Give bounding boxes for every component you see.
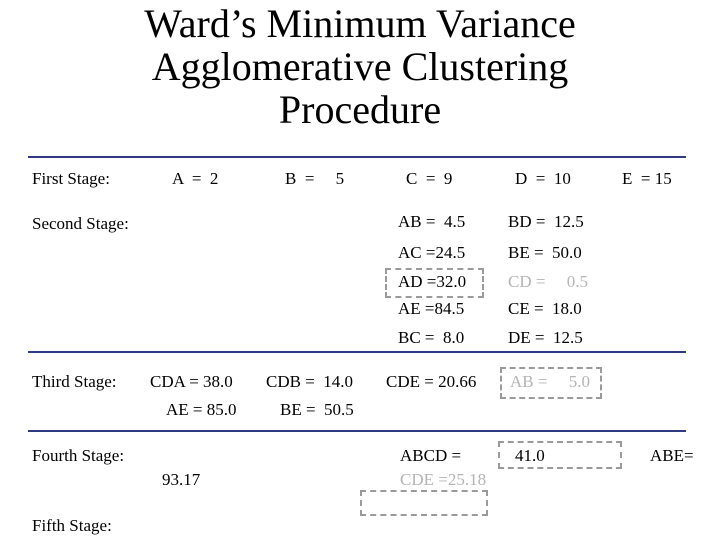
highlight-box-empty (360, 490, 488, 516)
value-d: D = 10 (515, 169, 571, 188)
value-ce: CE = 18.0 (508, 299, 582, 318)
value-bc: BC = 8.0 (398, 328, 465, 347)
value-c: C = 9 (406, 169, 453, 188)
value-ac: AC =24.5 (398, 243, 466, 262)
value-abe-label: ABE= (650, 446, 694, 465)
value-cde-fourth: CDE =25.18 (400, 470, 487, 489)
value-abcd-label: ABCD = (400, 446, 462, 465)
value-ab: AB = 4.5 (398, 212, 466, 231)
value-cde: CDE = 20.66 (386, 372, 477, 391)
value-abcd: 41.0 (515, 446, 545, 465)
fourth-stage-label: Fourth Stage: (32, 446, 125, 465)
value-e: E = 15 (622, 169, 672, 188)
value-ad: AD =32.0 (398, 272, 467, 291)
divider-fourth-stage (28, 430, 686, 432)
page-title (0, 2, 720, 131)
value-a: A = 2 (172, 169, 219, 188)
value-be: BE = 50.0 (508, 243, 582, 262)
value-de: DE = 12.5 (508, 328, 583, 347)
value-9317: 93.17 (162, 470, 201, 489)
fifth-stage-label: Fifth Stage: (32, 516, 112, 535)
title-line-3: Procedure (278, 87, 442, 132)
value-cd: CD = 0.5 (508, 272, 588, 291)
value-cda: CDA = 38.0 (150, 372, 233, 391)
second-stage-label: Second Stage: (32, 214, 129, 233)
value-cdb: CDB = 14.0 (266, 372, 354, 391)
title-line-2: Agglomerative Clustering (151, 44, 569, 89)
first-stage-label: First Stage: (32, 169, 110, 188)
third-stage-label: Third Stage: (32, 372, 117, 391)
title-line-1: Ward’s Minimum Variance (144, 1, 576, 46)
divider-top (28, 156, 686, 158)
value-ae-third: AE = 85.0 (166, 400, 237, 419)
value-ae: AE =84.5 (398, 299, 465, 318)
value-ab-third: AB = 5.0 (510, 372, 590, 391)
divider-third-stage (28, 351, 686, 353)
value-be-third: BE = 50.5 (280, 400, 354, 419)
value-bd: BD = 12.5 (508, 212, 584, 231)
value-b: B = 5 (285, 169, 345, 188)
